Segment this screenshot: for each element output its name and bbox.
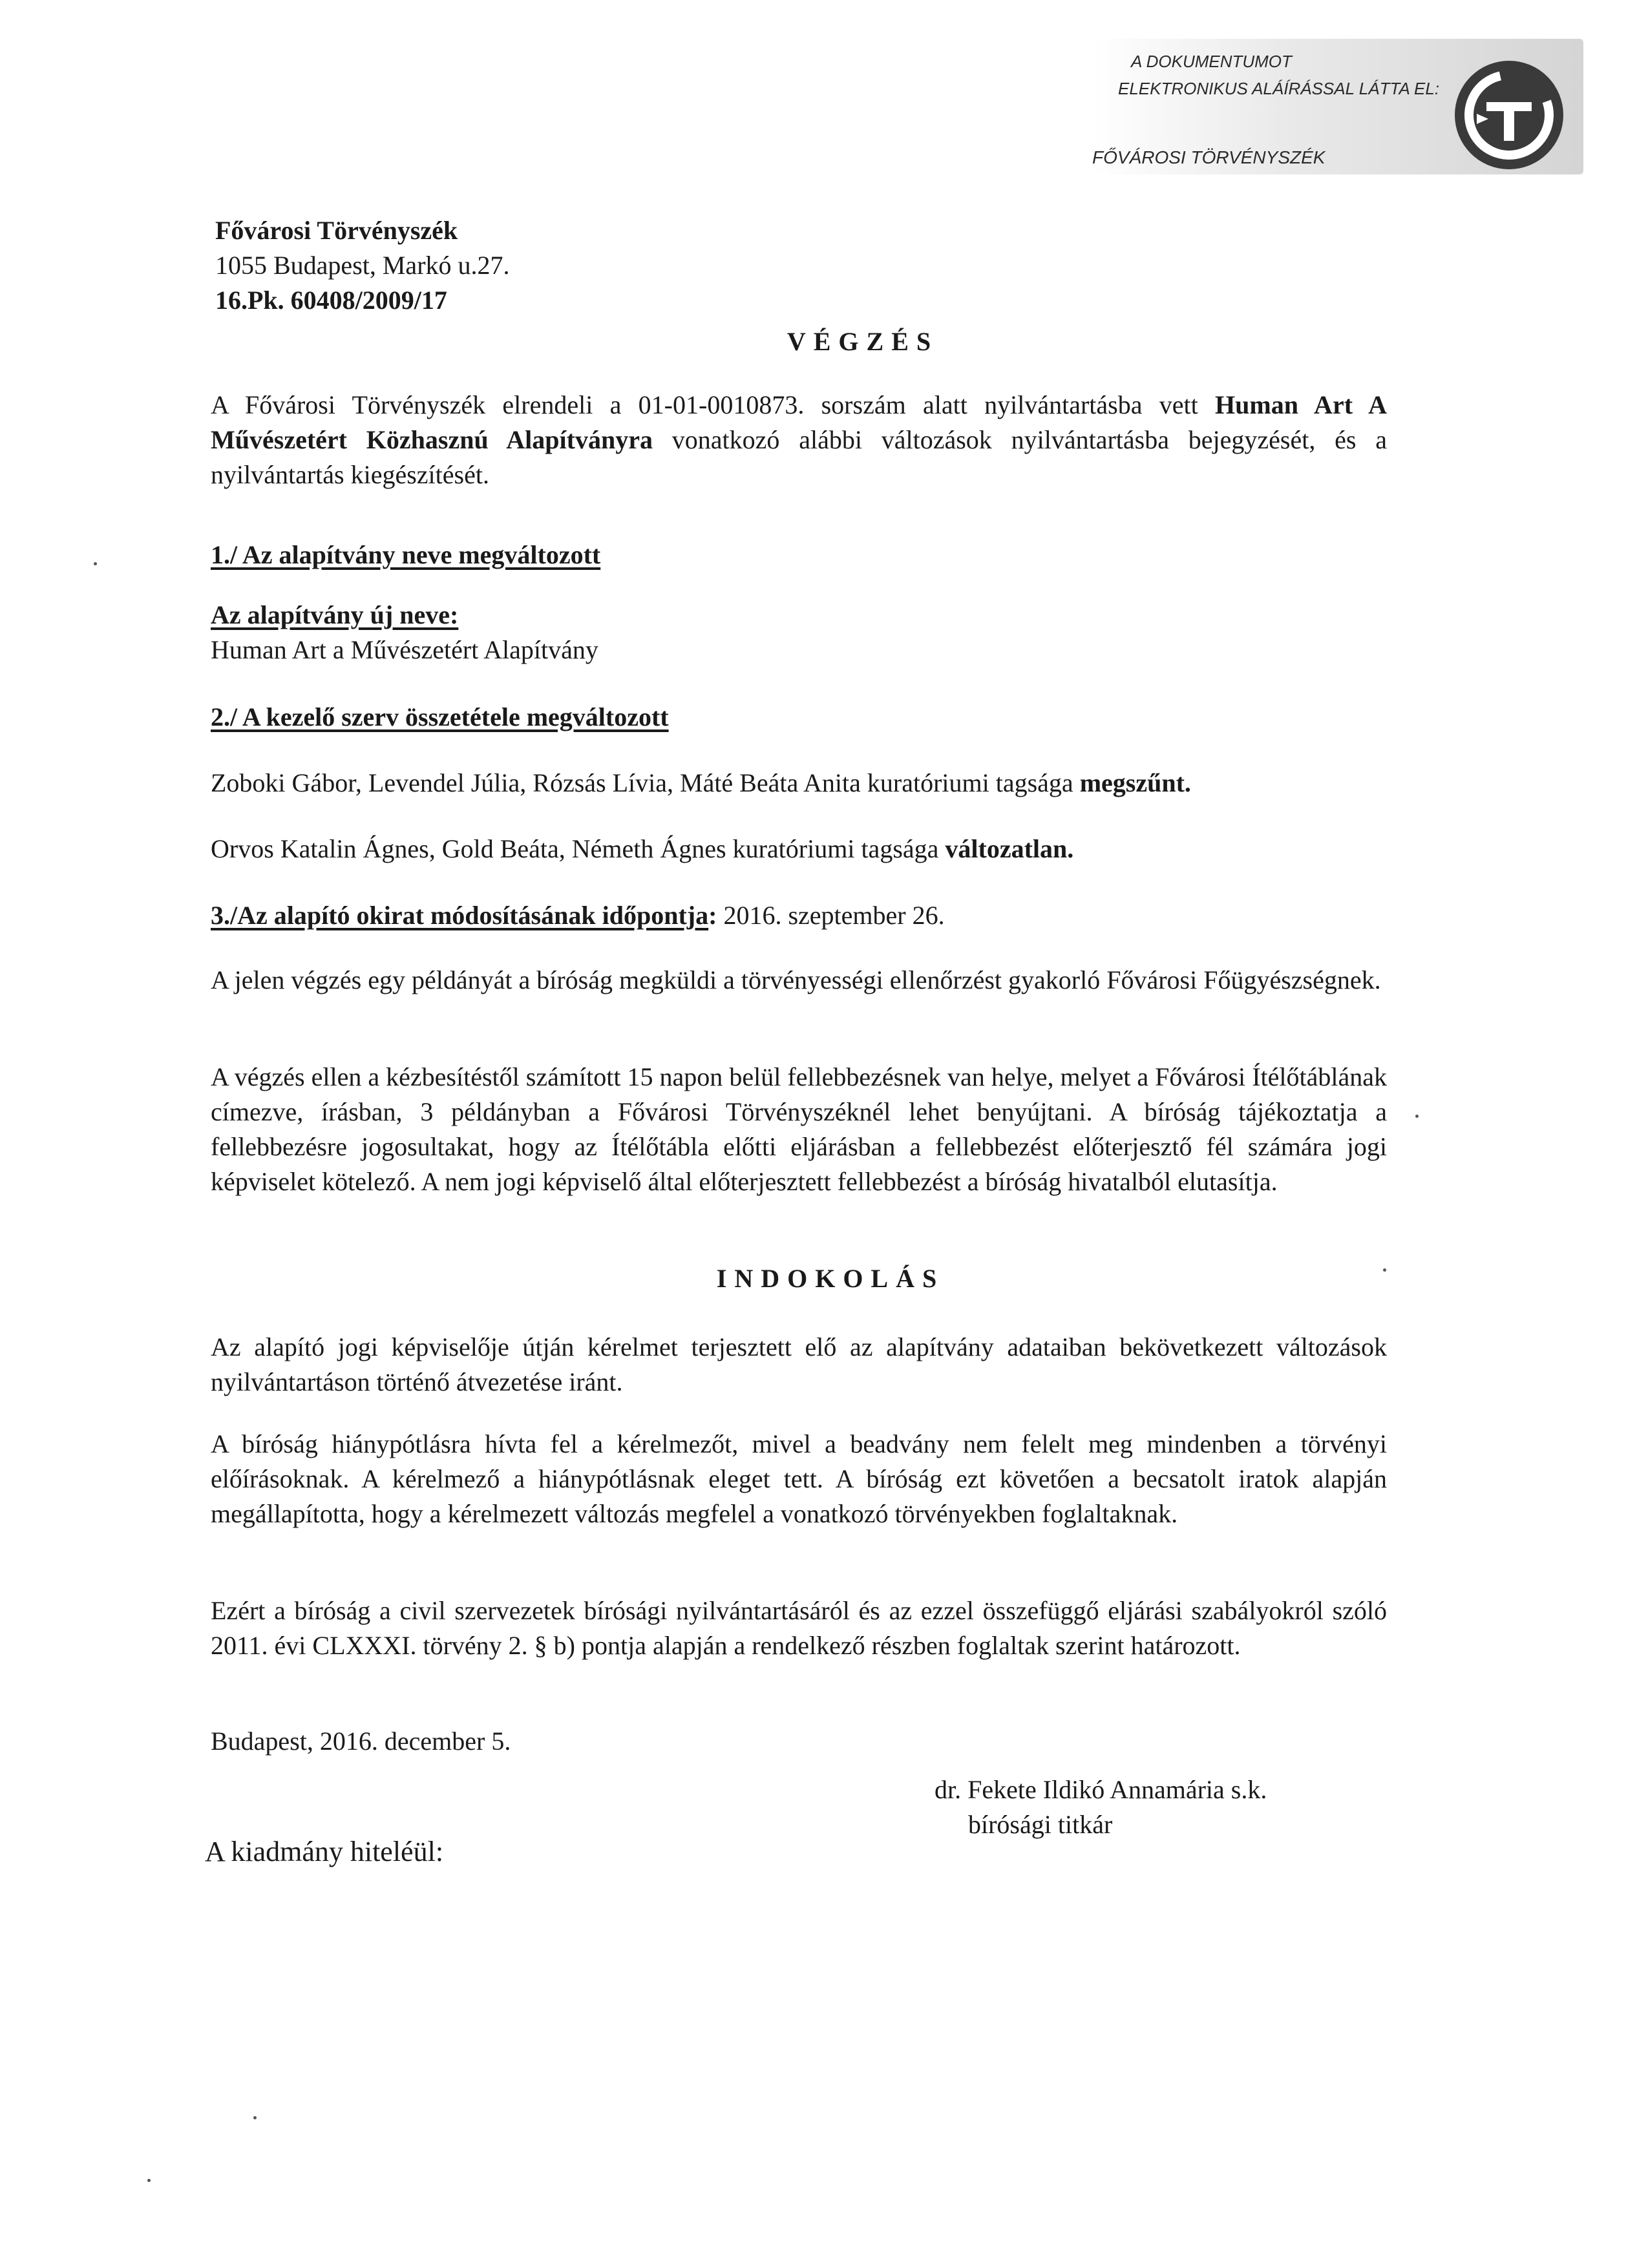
copy-notice-text: A jelen végzés egy példányát a bíróság megküldi a törvényességi ellenőrzést gyakorló Fővárosi Főügyészségnek.: [211, 965, 1381, 994]
section-2-heading: 2./ A kezelő szerv összetétele megváltozott: [211, 702, 669, 731]
reasoning-text-3: Ezért a bíróság a civil szervezetek bírósági nyilvántartásáról és az ezzel összefüggő eljárási szabályokról szóló 2011. évi CLXXXI. törvény 2. § b) pontja alapján a rendelkező részben foglaltak szerint határozott.: [211, 1596, 1387, 1660]
reasoning-text-1: Az alapító jogi képviselője útján kérelmet terjesztett elő az alapítvány adataiban bekövetkezett változások nyilvántartáson történő átvezetése iránt.: [211, 1332, 1387, 1396]
section-1-new-name: [211, 598, 1387, 667]
signer-title: bírósági titkár: [968, 1810, 1113, 1839]
scan-speck: [1383, 1268, 1386, 1272]
stamp-line-1: A DOKUMENTUMOT: [1131, 52, 1292, 71]
court-name: Fővárosi Törvényszék: [215, 216, 458, 245]
reasoning-paragraph-1: [211, 1330, 1387, 1400]
reasoning-text-2: A bíróság hiánypótlásra hívta fel a kérelmezőt, mivel a beadvány nem felelt meg mindenben a törvényi előírásoknak. A kérelmező a hiánypótlásnak eleget tett. A bíróság ezt követően a becsatolt iratok alapján megállapította, hogy a kérelmezett változás megfelel a vonatkozó törvényekben foglaltaknak.: [211, 1429, 1387, 1528]
reasoning-paragraph-3: [211, 1593, 1387, 1663]
scan-speck: [1415, 1115, 1419, 1118]
stamp-line-3: FŐVÁROSI TÖRVÉNYSZÉK: [1092, 147, 1326, 167]
ended-status: megszűnt.: [1079, 768, 1191, 797]
court-header: [215, 213, 510, 318]
appeal-notice: [211, 1060, 1387, 1199]
electronic-signature-stamp: [1092, 39, 1583, 174]
copy-notice: [211, 963, 1387, 998]
section-3-heading: 3./Az alapító okirat módosításának időpontja: [211, 901, 709, 930]
section-1-subheading: Az alapítvány új neve:: [211, 600, 459, 629]
amendment-date: 2016. szeptember 26.: [717, 901, 945, 930]
intro-text-2: vonatkozó alábbi változások nyilvántartásba bejegyzését, és a nyilvántartás kiegészítését.: [211, 425, 1388, 489]
intro-paragraph: [211, 388, 1387, 492]
unchanged-members-text: Orvos Katalin Ágnes, Gold Beáta, Németh Ágnes kuratóriumi tagsága: [211, 834, 945, 863]
foundation-new-name: Human Art a Művészetért Alapítvány: [211, 635, 598, 664]
ended-members-text: Zoboki Gábor, Levendel Júlia, Rózsás Lívia, Máté Beáta Anita kuratóriumi tagsága: [211, 768, 1080, 797]
section-2-unchanged: [211, 832, 1387, 866]
document-title: VÉGZÉS: [787, 327, 939, 356]
scan-speck: [253, 2116, 257, 2119]
stamp-line-2: ELEKTRONIKUS ALÁÍRÁSSAL LÁTTA EL:: [1118, 79, 1440, 98]
section-1: [211, 538, 1387, 572]
section-3-colon: :: [708, 901, 717, 930]
scan-speck: [94, 562, 97, 565]
scan-speck: [147, 2179, 151, 2182]
section-2-ended: [211, 766, 1387, 801]
section-3: [211, 898, 1387, 933]
case-number: 16.Pk. 60408/2009/17: [215, 286, 447, 315]
signature-block: [935, 1772, 1267, 1842]
place-date: [211, 1724, 1387, 1759]
reasoning-title: INDOKOLÁS: [716, 1264, 945, 1293]
signer-name: dr. Fekete Ildikó Annamária s.k.: [935, 1775, 1267, 1804]
intro-text-1: A Fővárosi Törvényszék elrendeli a 01-01-0010873. sorszám alatt nyilvántartásba vett: [211, 390, 1216, 419]
foundation-old-name: Human Art A Művészetért Közhasznú Alapítványra: [211, 390, 1387, 454]
court-address: 1055 Budapest, Markó u.27.: [215, 251, 510, 280]
section-1-heading: 1./ Az alapítvány neve megváltozott: [211, 540, 601, 569]
unchanged-status: változatlan.: [945, 834, 1074, 863]
reasoning-paragraph-2: [211, 1427, 1387, 1531]
court-seal-icon: [1451, 57, 1567, 173]
appeal-notice-text: A végzés ellen a kézbesítéstől számított 15 napon belül fellebbezésnek van helye, melyet a Fővárosi Ítélőtáblának címezve, írásban, 3 példányban a Fővárosi Törvényszéknél lehet benyújtani. A bíróság tájékoztatja a fellebbezésre jogosultakat, hogy az Ítélőtábla előtti eljárásban a fellebbezést előterjesztő fél számára jogi képviselet kötelező. A nem jogi képviselő által előterjesztett fellebbezést a bíróság hivatalból elutasítja.: [211, 1062, 1387, 1196]
section-2: [211, 700, 1387, 735]
place-date-text: Budapest, 2016. december 5.: [211, 1727, 511, 1756]
certification-line: A kiadmány hiteléül:: [205, 1836, 444, 1867]
